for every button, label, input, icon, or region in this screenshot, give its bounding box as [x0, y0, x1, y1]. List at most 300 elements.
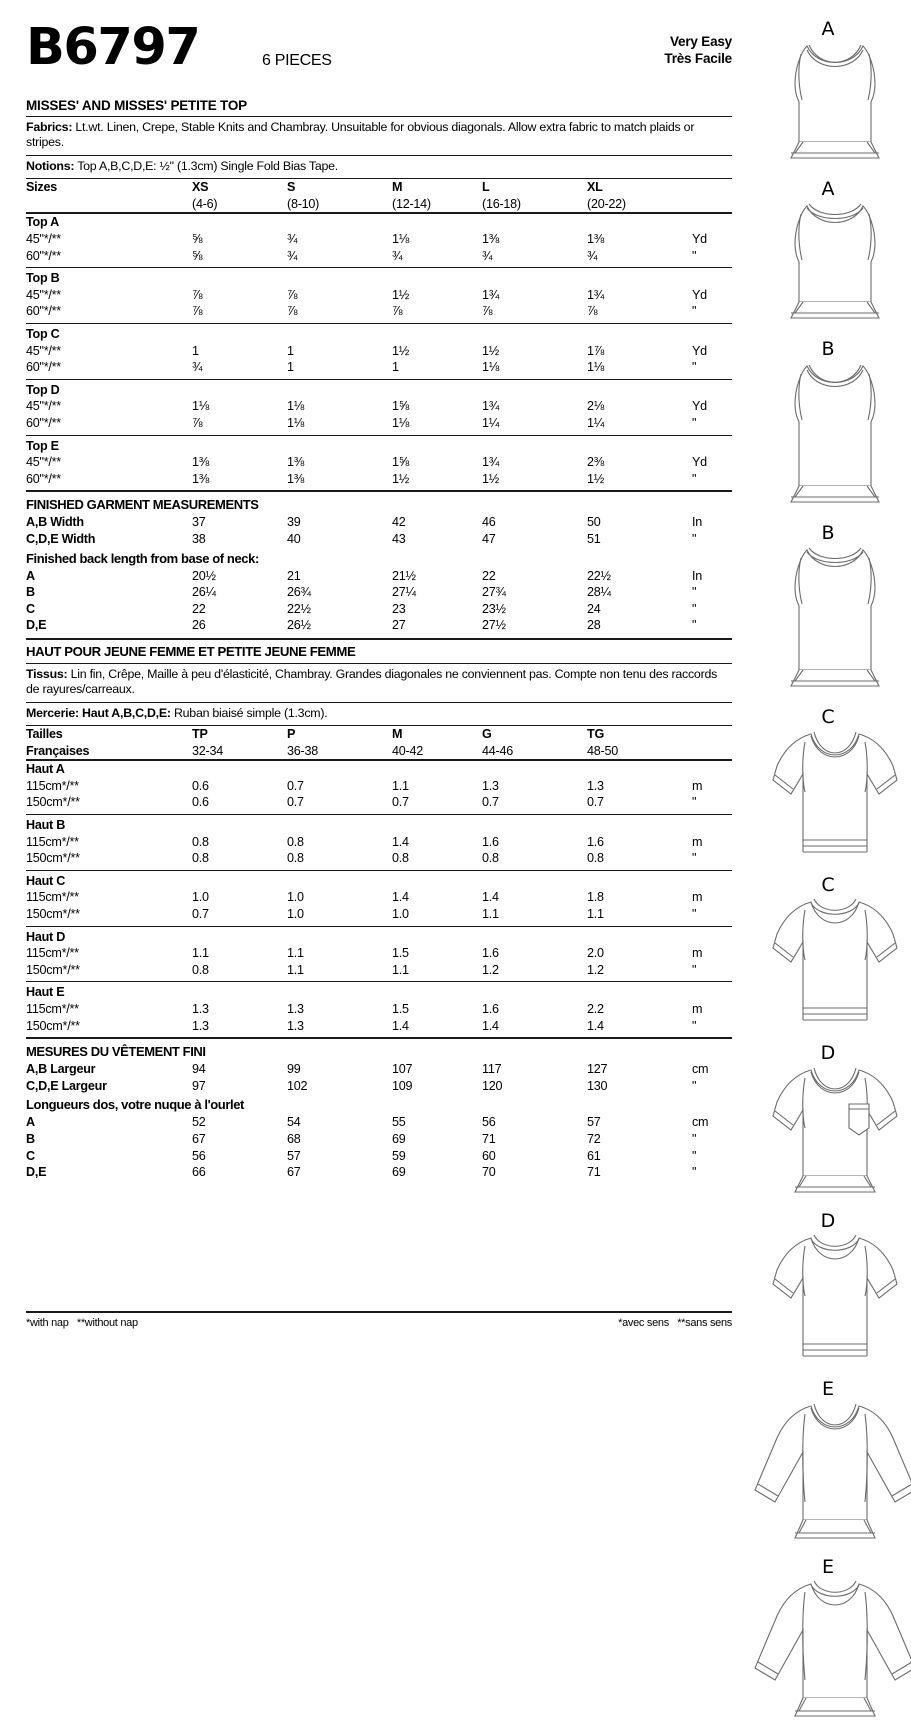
table-row: [26, 568, 732, 585]
yardage-value: 0.8: [287, 851, 304, 866]
divider: [26, 267, 732, 268]
yardage-value: 1⅝: [392, 399, 410, 414]
yardage-group: [26, 326, 732, 376]
measure-value: 22: [482, 568, 496, 583]
table-row: [26, 1018, 732, 1035]
measure-value: 102: [287, 1078, 308, 1093]
yardage-value: 1.6: [587, 834, 604, 849]
measure-value: 120: [482, 1078, 503, 1093]
yardage-value: 1.3: [192, 1018, 209, 1033]
yardage-value: 1⅜: [192, 455, 210, 470]
unit-cell: ": [692, 531, 697, 546]
spacer: [192, 873, 732, 890]
group-label: Haut E: [26, 985, 65, 1000]
yardage-value: 1.4: [482, 890, 499, 905]
yardage-value: 1⅛: [392, 232, 410, 246]
measure-value: 28¼: [587, 585, 611, 600]
footer-notes: [26, 1311, 732, 1329]
notions-label: Notions:: [26, 158, 75, 173]
group-label: Top C: [26, 326, 60, 341]
table-row: [26, 850, 732, 867]
measure-value: 71: [482, 1131, 496, 1146]
french-sizes-header-table: [26, 726, 732, 759]
measure-value: 27¾: [482, 585, 506, 600]
yardage-group: [26, 270, 732, 320]
yardage-value: 1⅛: [392, 415, 410, 430]
unit-cell: ": [692, 415, 697, 430]
measure-value: 69: [392, 1131, 406, 1146]
divider: [26, 926, 732, 927]
row-label: 115cm*/**: [26, 890, 79, 905]
fabrics-label: Fabrics:: [26, 120, 73, 134]
yardage-table-top-c: [26, 326, 732, 376]
yardage-value: 1¼: [482, 415, 500, 430]
yardage-group: [26, 817, 732, 867]
yardage-value: 1.6: [482, 834, 499, 849]
size-code-s: S: [287, 180, 296, 195]
french-size-code-m: M: [392, 727, 403, 742]
measure-value: 109: [392, 1078, 413, 1093]
yardage-value: 1⅞: [587, 343, 605, 358]
garment-line-drawing: [745, 338, 911, 520]
yardage-value: 1.0: [192, 890, 209, 905]
measure-value: 46: [482, 515, 496, 530]
measure-label: B: [26, 585, 35, 600]
yardage-value: 1: [392, 360, 399, 375]
table-row: [26, 326, 732, 343]
french-size-code-tg: TG: [587, 727, 604, 742]
row-label: 150cm*/**: [26, 962, 80, 977]
unit-cell: m: [692, 946, 703, 961]
unit-cell: ": [692, 962, 697, 977]
sizes-header-table: [26, 179, 732, 212]
yardage-value: 1⅛: [482, 360, 500, 375]
spacer: [192, 382, 732, 399]
measure-value: 99: [287, 1062, 301, 1077]
yardage-value: 1.1: [192, 946, 209, 961]
garment-line-drawing: [745, 706, 911, 872]
measure-value: 67: [287, 1165, 301, 1180]
yardage-value: 0.8: [192, 851, 209, 866]
yardage-value: ⅝: [192, 248, 203, 263]
measure-value: 57: [287, 1148, 301, 1163]
difficulty-english: Very Easy: [669, 34, 732, 49]
measure-value: 70: [482, 1165, 496, 1180]
table-row: [26, 231, 732, 248]
row-label: 150cm*/**: [26, 795, 80, 810]
measure-value: 71: [587, 1165, 601, 1180]
measure-value: 27½: [482, 618, 506, 633]
row-label: 60"*/**: [26, 248, 61, 263]
unit-cell: ": [692, 1018, 697, 1033]
unit-cell: m: [692, 778, 703, 793]
view-letter: D: [820, 1210, 836, 1232]
yardage-table-haut-b: [26, 817, 732, 867]
yardage-value: 1.1: [482, 907, 499, 922]
measure-value: 57: [587, 1115, 601, 1130]
unit-cell: [692, 196, 732, 213]
table-row: [26, 1078, 732, 1095]
table-row: [26, 270, 732, 287]
yardage-value: 1½: [587, 471, 605, 486]
yardage-value: 2⅛: [587, 399, 605, 414]
unit-cell: ": [692, 360, 697, 375]
measure-value: 66: [192, 1165, 206, 1180]
view-letter: C: [821, 706, 835, 728]
measure-value: 52: [192, 1115, 206, 1130]
table-row: [26, 415, 732, 432]
yardage-value: 1.4: [587, 1018, 604, 1033]
measure-value: 26¾: [287, 585, 311, 600]
yardage-value: ¾: [287, 248, 298, 263]
yardage-value: 1.6: [482, 946, 499, 961]
unit-cell: Yd: [692, 287, 707, 302]
unit-cell: ": [692, 851, 697, 866]
view-letter: A: [821, 18, 835, 40]
unit-cell: ": [692, 618, 697, 633]
group-label: Haut A: [26, 762, 65, 777]
measure-label: A,B Width: [26, 515, 84, 530]
garment-line-drawing: [745, 522, 911, 704]
measure-value: 72: [587, 1131, 601, 1146]
measure-value: 117: [482, 1062, 502, 1077]
unit-cell: m: [692, 1002, 703, 1016]
measure-value: 24: [587, 601, 601, 616]
unit-cell: ": [692, 601, 697, 616]
measure-value: 21½: [392, 568, 416, 583]
yardage-value: 0.8: [287, 834, 304, 849]
garment-line-drawing: [745, 1210, 911, 1376]
measure-value: 37: [192, 515, 206, 530]
unit-cell: cm: [692, 1115, 709, 1130]
yardage-value: 1.3: [587, 778, 604, 793]
measure-value: 130: [587, 1078, 608, 1093]
measure-value: 107: [392, 1062, 413, 1077]
yardage-value: 1.1: [287, 962, 304, 977]
garment-illustration-tank-long-back: [745, 522, 911, 704]
row-label: 115cm*/**: [26, 834, 79, 849]
garment-line-drawing: [745, 1556, 911, 1732]
yardage-group: [26, 438, 732, 488]
yardage-value: 1½: [482, 471, 500, 486]
unit-cell: ": [692, 1148, 697, 1163]
garment-illustration-tee-pocket-back: [745, 1210, 911, 1376]
measure-value: 56: [192, 1148, 206, 1163]
garment-line-drawing: [745, 178, 911, 336]
measure-value: 22½: [587, 568, 611, 583]
french-sizes-sublabel: Françaises: [26, 743, 90, 758]
measure-value: 59: [392, 1148, 406, 1163]
measure-value: 56: [482, 1115, 496, 1130]
yardage-group: [26, 214, 732, 264]
measure-label: A: [26, 1115, 35, 1130]
unit-cell: ": [692, 1165, 697, 1180]
yardage-value: 0.7: [192, 907, 209, 922]
yardage-value: 0.7: [587, 795, 604, 810]
size-code-xs: XS: [192, 180, 209, 195]
unit-header: [692, 726, 732, 743]
measure-value: 22: [192, 601, 206, 616]
french-finished-length-table: [26, 1114, 732, 1180]
piece-count: 6 PIECES: [262, 52, 332, 69]
yardage-value: 1.5: [392, 946, 409, 961]
measure-value: 26¼: [192, 585, 216, 600]
spacer: [192, 984, 732, 1001]
yardage-group: [26, 873, 732, 923]
unit-cell: ": [692, 304, 697, 319]
row-label: 60"*/**: [26, 415, 61, 430]
garment-illustration-tee-pocket-front: [745, 1042, 911, 1208]
unit-cell: ": [692, 1131, 697, 1146]
row-label: 115cm*/**: [26, 1002, 79, 1016]
measure-value: 23½: [482, 601, 506, 616]
row-label: 150cm*/**: [26, 907, 80, 922]
yardage-value: ¾: [587, 248, 598, 263]
yardage-table-haut-d: [26, 929, 732, 979]
table-row: [26, 778, 732, 795]
yardage-value: 1.6: [482, 1002, 499, 1016]
measure-value: 61: [587, 1148, 601, 1163]
table-row: [26, 248, 732, 265]
table-row: [26, 834, 732, 851]
group-label: Top E: [26, 438, 59, 453]
yardage-value: 1½: [392, 343, 410, 358]
yardage-value: 1: [287, 360, 294, 375]
fabrics-paragraph: [26, 117, 732, 155]
measure-value: 26½: [287, 618, 311, 633]
spacer: [26, 196, 192, 213]
table-row: [26, 889, 732, 906]
yardage-group: [26, 984, 732, 1034]
measure-value: 21: [287, 568, 301, 583]
spacer: [192, 929, 732, 946]
divider: [26, 870, 732, 871]
row-label: 150cm*/**: [26, 1018, 80, 1033]
divider: [26, 814, 732, 815]
yardage-value: 0.6: [192, 778, 209, 793]
yardage-value: 1⅛: [287, 415, 305, 430]
table-row: [26, 214, 732, 231]
yardage-value: 1½: [482, 343, 500, 358]
table-row: [26, 471, 732, 488]
french-yardage-tables: [26, 761, 732, 1039]
unit-header: [692, 179, 732, 196]
garment-illustration-tee-back: [745, 874, 911, 1040]
fabrics-text: Lt.wt. Linen, Crepe, Stable Knits and Chambray. Unsuitable for obvious diagonals. Allow extra fabric to match plaids or stripes.: [26, 120, 695, 150]
unit-cell: Yd: [692, 232, 707, 246]
yardage-value: 1.1: [287, 946, 304, 961]
yardage-table-haut-c: [26, 873, 732, 923]
table-row: [26, 817, 732, 834]
yardage-value: 0.8: [482, 851, 499, 866]
unit-cell: ": [692, 585, 697, 600]
yardage-value: ¾: [482, 248, 493, 263]
french-size-range-g: 44-46: [482, 743, 513, 758]
yardage-value: 1.2: [482, 962, 499, 977]
view-letter: E: [821, 1378, 834, 1400]
yardage-value: ⅞: [287, 287, 298, 302]
row-label: 45"*/**: [26, 399, 61, 414]
french-sizes-label: Tailles: [26, 727, 63, 742]
garment-illustration-tee-front: [745, 706, 911, 872]
unit-cell: ": [692, 907, 697, 922]
yardage-table-top-a: [26, 214, 732, 264]
yardage-table-top-b: [26, 270, 732, 320]
measure-value: 47: [482, 531, 496, 546]
divider: [26, 379, 732, 380]
unit-cell: In: [692, 515, 703, 530]
row-label: 45"*/**: [26, 232, 61, 246]
table-row: [26, 726, 732, 743]
row-label: 60"*/**: [26, 304, 61, 319]
table-row: [26, 343, 732, 360]
yardage-value: 0.8: [192, 962, 209, 977]
row-label: 115cm*/**: [26, 778, 79, 793]
measure-value: 50: [587, 515, 601, 530]
yardage-value: 1⅜: [192, 471, 210, 486]
table-row: [26, 794, 732, 811]
yardage-value: 2.0: [587, 946, 604, 961]
table-row: [26, 1131, 732, 1148]
table-row: [26, 1061, 732, 1078]
table-row: [26, 761, 732, 778]
measure-value: 26: [192, 618, 206, 633]
row-label: 60"*/**: [26, 471, 61, 486]
view-letter: B: [821, 522, 835, 544]
french-size-range-m: 40-42: [392, 743, 423, 758]
french-notions-label: Mercerie: Haut A,B,C,D,E:: [26, 705, 171, 720]
table-row: [26, 929, 732, 946]
yardage-value: 1.1: [392, 962, 409, 977]
measure-label: C: [26, 1148, 35, 1163]
measure-value: 43: [392, 531, 406, 546]
measure-label: D,E: [26, 1165, 47, 1180]
spacer: [192, 817, 732, 834]
french-title: HAUT POUR JEUNE FEMME ET PETITE JEUNE FEMME: [26, 643, 356, 659]
garment-line-drawing: [745, 874, 911, 1040]
french-fabrics-label: Tissus:: [26, 666, 68, 681]
sizes-label: Sizes: [26, 180, 57, 195]
spacer: [192, 270, 732, 287]
measure-label: A: [26, 568, 35, 583]
yardage-value: 1.4: [392, 1018, 409, 1033]
unit-cell: m: [692, 834, 703, 849]
yardage-value: 1.1: [587, 907, 604, 922]
sans-sens-note: **sans sens: [677, 1317, 732, 1329]
divider: [26, 1037, 732, 1039]
table-row: [26, 601, 732, 618]
measure-value: 51: [587, 531, 601, 546]
garment-line-drawing: [745, 18, 911, 176]
view-letter: C: [821, 874, 835, 896]
group-label: Top A: [26, 215, 60, 230]
yardage-value: ⅞: [482, 304, 493, 319]
yardage-group: [26, 761, 732, 811]
yardage-group: [26, 382, 732, 432]
yardage-value: ⅞: [192, 287, 203, 302]
yardage-value: 0.7: [287, 795, 304, 810]
measure-value: 127: [587, 1062, 608, 1077]
yardage-value: 1.8: [587, 890, 604, 905]
table-row: [26, 514, 732, 531]
row-label: 60"*/**: [26, 360, 61, 375]
row-label: 45"*/**: [26, 455, 61, 470]
yardage-value: 1⅛: [192, 399, 210, 414]
table-row: [26, 1164, 732, 1181]
notions-paragraph: [26, 156, 732, 178]
french-notions-paragraph: [26, 703, 732, 725]
unit-cell: Yd: [692, 455, 707, 470]
yardage-value: 1.4: [392, 890, 409, 905]
unit-cell: ": [692, 1078, 697, 1093]
back-length-heading: Finished back length from base of neck:: [26, 550, 259, 566]
table-row: [26, 303, 732, 320]
nap-notes-english: [26, 1317, 138, 1329]
yardage-value: ¾: [392, 248, 403, 263]
yardage-value: 1¾: [587, 287, 605, 302]
table-row: [26, 1001, 732, 1018]
french-fabrics-paragraph: [26, 664, 732, 702]
table-row: [26, 873, 732, 890]
measure-value: 28: [587, 618, 601, 633]
group-label: Haut C: [26, 873, 66, 888]
pattern-number: B6797: [26, 18, 200, 77]
unit-cell: Yd: [692, 343, 707, 358]
yardage-value: 1⅛: [587, 360, 605, 375]
garment-illustration-three-quarter-sleeve-back: [745, 1556, 911, 1732]
table-row: [26, 179, 732, 196]
table-row: [26, 438, 732, 455]
measure-value: 67: [192, 1131, 206, 1146]
measure-label: D,E: [26, 618, 47, 633]
size-range-xl: (20-22): [587, 196, 626, 211]
yardage-value: 0.7: [482, 795, 499, 810]
row-label: 115cm*/**: [26, 946, 79, 961]
size-code-l: L: [482, 180, 490, 195]
yardage-value: 1.1: [392, 778, 409, 793]
yardage-value: 1⅜: [482, 232, 500, 246]
difficulty-french: Très Facile: [664, 51, 732, 66]
yardage-value: 1.4: [392, 834, 409, 849]
french-back-length-heading: Longueurs dos, votre nuque à l'ourlet: [26, 1097, 244, 1113]
yardage-value: 1⅜: [587, 232, 605, 246]
yardage-value: 1¾: [482, 455, 500, 470]
view-letter: B: [821, 338, 835, 360]
yardage-table-top-e: [26, 438, 732, 488]
yardage-value: ⅝: [192, 232, 203, 246]
english-yardage-tables: [26, 214, 732, 492]
spacer: [192, 761, 732, 778]
group-label: Top D: [26, 382, 60, 397]
measure-label: B: [26, 1131, 35, 1146]
french-size-code-p: P: [287, 727, 296, 742]
group-label: Haut D: [26, 929, 66, 944]
table-row: [26, 962, 732, 979]
table-row: [26, 454, 732, 471]
group-label: Top B: [26, 271, 60, 286]
yardage-value: 1.5: [392, 1002, 409, 1016]
yardage-value: ¾: [287, 232, 298, 246]
spacer: [192, 214, 732, 231]
table-row: [26, 1148, 732, 1165]
measure-value: 97: [192, 1078, 206, 1093]
french-finished-width-table: [26, 1061, 732, 1094]
measure-value: 68: [287, 1131, 301, 1146]
yardage-value: ⅞: [287, 304, 298, 319]
garment-illustration-three-quarter-sleeve-front: [745, 1378, 911, 1554]
yardage-value: ⅞: [192, 304, 203, 319]
yardage-value: 0.8: [392, 851, 409, 866]
